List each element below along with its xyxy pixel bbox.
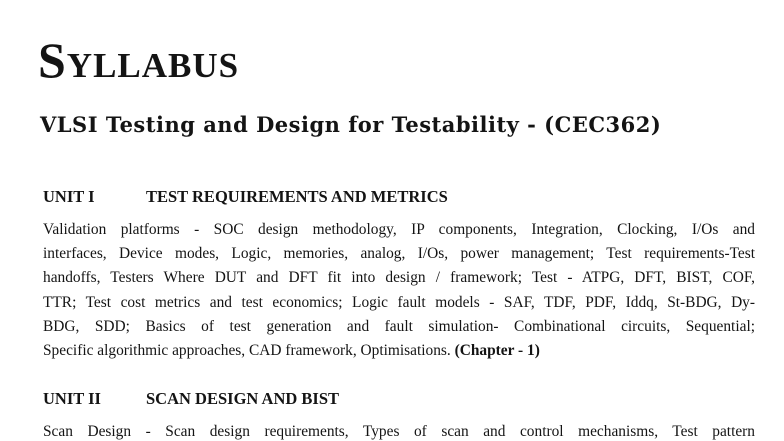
unit-1-line: handoffs, Testers Where DUT and DFT fit into design / framework; Test - ATPG, DFT, BIST, COF, [43,269,755,287]
unit-1-description [43,218,755,363]
unit-2-number: UNIT II [43,389,101,408]
unit-1-title: TEST REQUIREMENTS AND METRICS [146,187,448,206]
unit-1-line: TTR; Test cost metrics and test economics; Logic fault models - SAF, TDF, PDF, Iddq, St-BDG, Dy- [43,293,755,311]
page-title: Syllabus [38,32,240,88]
unit-1-line: Validation platforms - SOC design methodology, IP components, Integration, Clocking, I/Os and [43,221,755,238]
unit-2-heading [43,388,339,410]
unit-1-line: Specific algorithmic approaches, CAD framework, Optimisations. [43,342,451,360]
unit-1-number: UNIT I [43,187,95,206]
unit-2-line: Scan Design - Scan design requirements, Types of scan and control mechanisms, Test pattern [43,423,755,440]
unit-1-line: BDG, SDD; Basics of test generation and fault simulation- Combinational circuits, Sequential; [43,317,755,335]
unit-1-heading [43,186,448,208]
unit-1-last-line [43,339,755,363]
unit-2-title: SCAN DESIGN AND BIST [146,389,340,408]
unit-1-line: interfaces, Device modes, Logic, memories, analog, I/Os, power management; Test requirements-Test [43,245,755,263]
course-title: VLSI Testing and Design for Testability - (CEC362) [40,112,662,137]
chapter-reference: (Chapter - 1) [454,342,540,360]
unit-2-description [43,420,755,441]
